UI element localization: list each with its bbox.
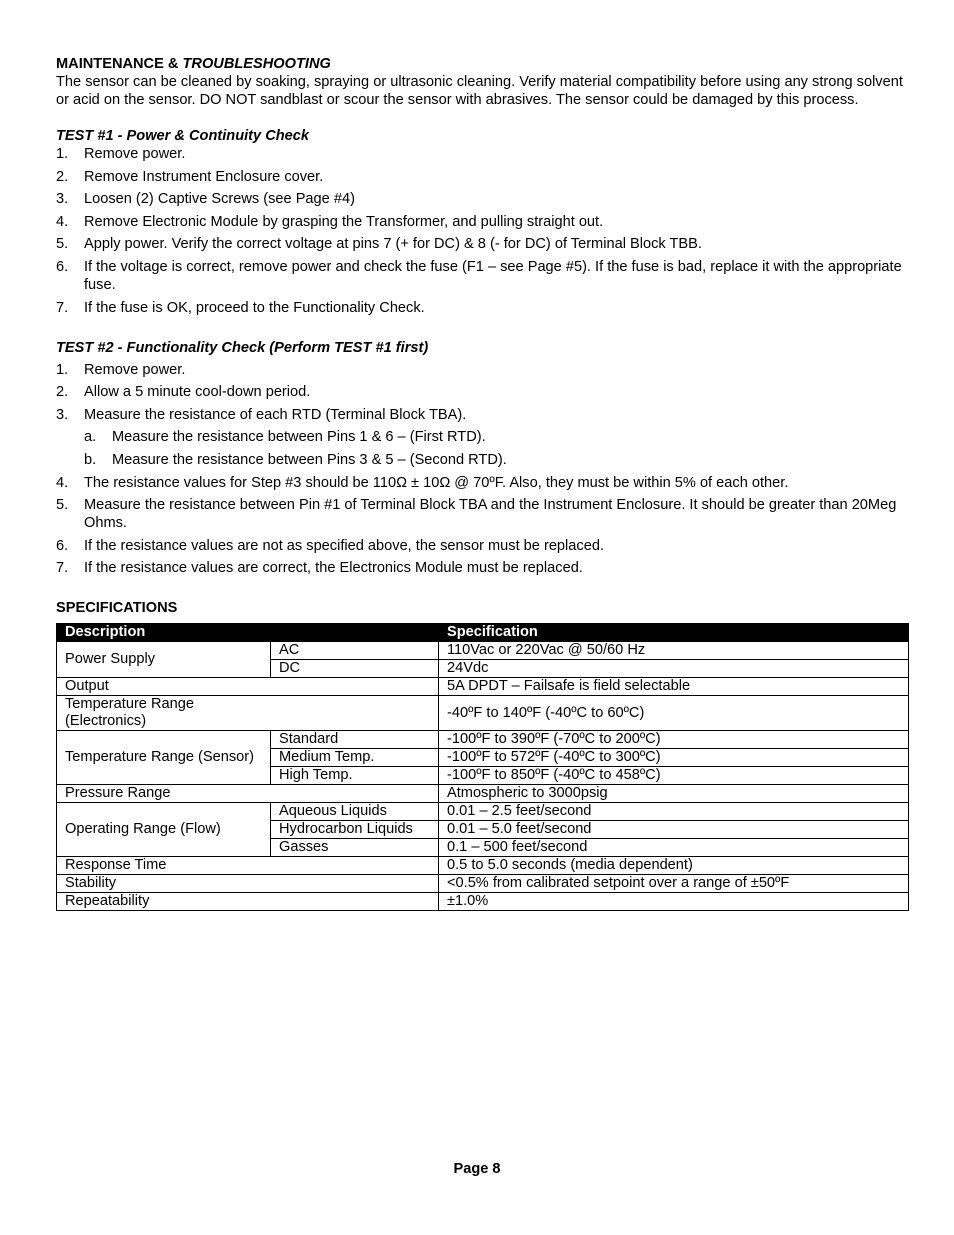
step-number: 6. xyxy=(56,537,69,554)
test1-steps xyxy=(56,145,908,317)
row-label: Response Time xyxy=(57,857,439,875)
row-sublabel: High Temp. xyxy=(271,767,439,785)
step-text: Remove power. xyxy=(84,361,186,378)
list-item xyxy=(56,168,908,186)
step-text: Loosen (2) Captive Screws (see Page #4) xyxy=(84,191,355,208)
specifications-heading: SPECIFICATIONS xyxy=(56,600,178,617)
step-text: Remove Electronic Module by grasping the Transformer, and pulling straight out. xyxy=(84,213,604,230)
list-item xyxy=(56,406,908,469)
list-item xyxy=(56,145,908,163)
test2-title: TEST #2 - Functionality Check (Perform TEST #1 first) xyxy=(56,339,429,356)
row-value: <0.5% from calibrated setpoint over a range of ±50ºF xyxy=(439,875,909,893)
row-value: 0.1 – 500 feet/second xyxy=(439,839,909,857)
table-row xyxy=(57,678,909,696)
step-number: 2. xyxy=(56,384,69,401)
row-value: -40ºF to 140ºF (-40ºC to 60ºC) xyxy=(439,696,909,731)
table-row xyxy=(57,731,909,749)
table-header-row xyxy=(57,624,909,642)
row-value: 24Vdc xyxy=(439,660,909,678)
row-value: -100ºF to 572ºF (-40ºC to 300ºC) xyxy=(439,749,909,767)
step-number: 7. xyxy=(56,560,69,577)
row-value: 0.01 – 5.0 feet/second xyxy=(439,821,909,839)
maintenance-heading-plain: MAINTENANCE & xyxy=(56,56,183,72)
maintenance-heading-italic: TROUBLESHOOTING xyxy=(182,56,331,72)
step-number: 4. xyxy=(56,213,69,230)
row-label: Temperature Range (Sensor) xyxy=(57,731,271,785)
list-item xyxy=(84,451,908,469)
row-label: Power Supply xyxy=(57,642,271,678)
step-text: Allow a 5 minute cool-down period. xyxy=(84,384,311,401)
list-item xyxy=(56,383,908,401)
row-value: 110Vac or 220Vac @ 50/60 Hz xyxy=(439,642,909,660)
step-number: 4. xyxy=(56,474,69,491)
step-number: 3. xyxy=(56,406,69,423)
step-text: Remove Instrument Enclosure cover. xyxy=(84,168,324,185)
step-text: Measure the resistance of each RTD (Terminal Block TBA). xyxy=(84,406,467,423)
step-number: 3. xyxy=(56,191,69,208)
page-number: Page 8 xyxy=(453,1161,501,1177)
row-value: Atmospheric to 3000psig xyxy=(439,785,909,803)
test1-title: TEST #1 - Power & Continuity Check xyxy=(56,128,309,144)
row-value: 0.01 – 2.5 feet/second xyxy=(439,803,909,821)
row-label: Operating Range (Flow) xyxy=(57,803,271,857)
step-number: 2. xyxy=(56,168,69,185)
list-item xyxy=(56,559,908,577)
header-specification: Specification xyxy=(439,624,909,642)
list-item xyxy=(56,258,908,294)
row-sublabel: AC xyxy=(271,642,439,660)
row-label: Repeatability xyxy=(57,893,439,911)
test2-substeps xyxy=(84,428,908,469)
list-item xyxy=(56,213,908,231)
row-sublabel: Medium Temp. xyxy=(271,749,439,767)
step-text: If the resistance values are not as specified above, the sensor must be replaced. xyxy=(84,537,604,554)
table-row xyxy=(57,642,909,660)
step-number: 5. xyxy=(56,497,69,514)
row-label: Output xyxy=(57,678,439,696)
step-text: Remove power. xyxy=(84,146,186,162)
table-row xyxy=(57,857,909,875)
header-description: Description xyxy=(57,624,439,642)
table-row xyxy=(57,893,909,911)
table-row xyxy=(57,803,909,821)
specifications-table xyxy=(56,623,909,911)
step-text: Apply power. Verify the correct voltage at pins 7 (+ for DC) & 8 (- for DC) of Terminal Block TBB. xyxy=(84,236,702,253)
list-item xyxy=(56,361,908,379)
test2-steps xyxy=(56,361,908,578)
table-row xyxy=(57,875,909,893)
row-label: Temperature Range (Electronics) xyxy=(57,696,439,731)
row-value: -100ºF to 390ºF (-70ºC to 200ºC) xyxy=(439,731,909,749)
row-sublabel: Aqueous Liquids xyxy=(271,803,439,821)
step-number: 5. xyxy=(56,236,69,253)
step-number: 1. xyxy=(56,146,69,162)
table-row xyxy=(57,696,909,731)
list-item xyxy=(56,235,908,253)
row-label: Stability xyxy=(57,875,439,893)
row-label: Pressure Range xyxy=(57,785,439,803)
step-number: 6. xyxy=(56,258,69,275)
step-text: Measure the resistance between Pins 1 & 6 – (First RTD). xyxy=(112,429,486,446)
maintenance-heading xyxy=(56,55,908,73)
step-text: Measure the resistance between Pins 3 & 5 – (Second RTD). xyxy=(112,451,507,468)
row-value: ±1.0% xyxy=(439,893,909,911)
row-sublabel: Standard xyxy=(271,731,439,749)
row-sublabel: DC xyxy=(271,660,439,678)
row-sublabel: Gasses xyxy=(271,839,439,857)
maintenance-paragraph: The sensor can be cleaned by soaking, spraying or ultrasonic cleaning. Verify material compatibility before using any strong solvent or acid on the sensor. DO NOT sandblast or scour the sensor with abrasives. The sensor could be damaged by this process. xyxy=(56,74,903,108)
step-text: If the resistance values are correct, the Electronics Module must be replaced. xyxy=(84,560,583,577)
row-value: -100ºF to 850ºF (-40ºC to 458ºC) xyxy=(439,767,909,785)
step-text: If the voltage is correct, remove power and check the fuse (F1 – see Page #5). If the fuse is bad, replace it with the appropriate fuse. xyxy=(84,258,902,293)
row-value: 5A DPDT – Failsafe is field selectable xyxy=(439,678,909,696)
list-item xyxy=(84,428,908,446)
list-item xyxy=(56,474,908,492)
list-item xyxy=(56,299,908,317)
list-item xyxy=(56,496,908,532)
list-item xyxy=(56,537,908,555)
page-content xyxy=(56,55,908,911)
step-text: If the fuse is OK, proceed to the Functionality Check. xyxy=(84,299,425,316)
step-number: 1. xyxy=(56,361,69,378)
step-text: Measure the resistance between Pin #1 of Terminal Block TBA and the Instrument Enclosure. It should be greater than 20Meg Ohms. xyxy=(84,497,897,532)
row-value: 0.5 to 5.0 seconds (media dependent) xyxy=(439,857,909,875)
step-letter: a. xyxy=(84,429,97,446)
step-text: The resistance values for Step #3 should be 110Ω ± 10Ω @ 70ºF. Also, they must be within 5% of each other. xyxy=(84,474,789,491)
step-number: 7. xyxy=(56,299,69,316)
list-item xyxy=(56,190,908,208)
step-letter: b. xyxy=(84,451,97,468)
table-row xyxy=(57,785,909,803)
row-sublabel: Hydrocarbon Liquids xyxy=(271,821,439,839)
